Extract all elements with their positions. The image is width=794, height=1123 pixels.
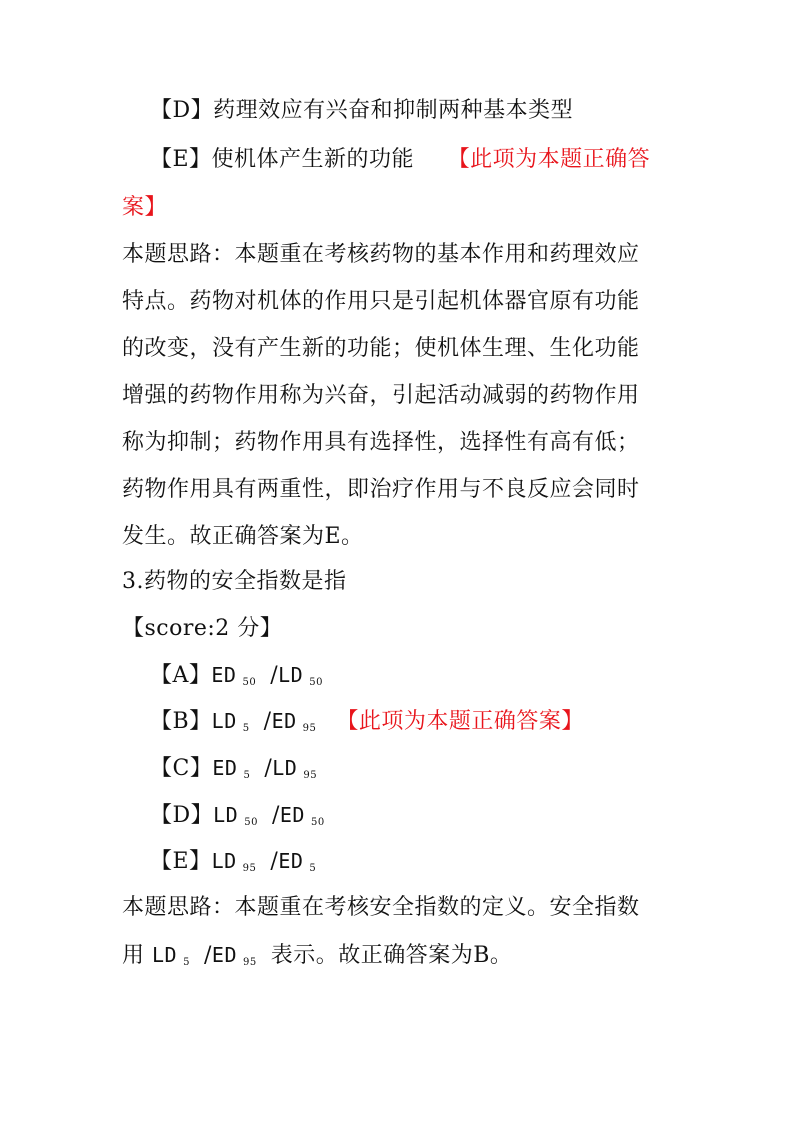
- q3-option-d: [150, 800, 339, 838]
- option-term-a: LD: [211, 849, 237, 873]
- option-term-b: LD: [272, 756, 298, 780]
- q3-correct-mark: 【此项为本题正确答案】: [336, 709, 584, 734]
- q3-option-b: [150, 706, 584, 744]
- option-separator: /: [263, 709, 272, 734]
- option-term-b: ED: [279, 803, 305, 827]
- option-term-b: ED: [271, 709, 297, 733]
- q2-explanation-line-5: 称为抑制；药物作用具有选择性，选择性有高有低；: [122, 430, 640, 455]
- q2-option-e: [150, 145, 650, 175]
- q3-option-e: [150, 846, 330, 884]
- option-separator: /: [270, 663, 279, 688]
- explanation-separator: /: [203, 943, 212, 968]
- option-label: 【A】: [150, 663, 212, 688]
- option-term-b-sub: 95: [302, 723, 317, 734]
- option-term-a-sub: 5: [243, 770, 251, 781]
- q3-option-a: [150, 660, 337, 698]
- q3-question: 3.药物的安全指数是指: [122, 569, 347, 594]
- option-term-a-sub: 50: [242, 677, 257, 688]
- option-term-b-sub: 50: [309, 677, 323, 688]
- q2-option-e-text: 【E】使机体产生新的功能: [150, 147, 415, 172]
- q3-explanation-line-1: 本题思路：本题重在考核安全指数的定义。安全指数: [122, 895, 640, 920]
- option-label: 【C】: [150, 756, 213, 781]
- option-label: 【E】: [150, 849, 212, 874]
- q3-explanation-line-2: [122, 940, 512, 978]
- explanation-suffix: 表示。故正确答案为B。: [270, 943, 513, 968]
- option-term-b: LD: [278, 663, 304, 687]
- q3-score: 【score:2 分】: [122, 616, 283, 641]
- option-term-a-sub: 95: [242, 863, 257, 874]
- q2-explanation-line-4: 增强的药物作用称为兴奋，引起活动减弱的药物作用: [122, 383, 640, 408]
- explanation-term-b-sub: 95: [243, 957, 257, 968]
- option-term-a-sub: 5: [242, 723, 250, 734]
- q2-correct-mark-continued: 案】: [122, 195, 168, 220]
- q2-explanation-line-6: 药物作用具有两重性，即治疗作用与不良反应会同时: [122, 477, 640, 502]
- option-term-a: ED: [211, 663, 237, 687]
- option-term-a: ED: [212, 756, 238, 780]
- option-term-b-sub: 95: [303, 770, 318, 781]
- explanation-term-a: LD: [152, 943, 178, 967]
- option-term-a-sub: 50: [244, 817, 258, 828]
- option-label: 【B】: [150, 709, 212, 734]
- q3-option-c: [150, 753, 331, 791]
- option-separator: /: [271, 803, 280, 828]
- q2-explanation-line-3: 的改变，没有产生新的功能；使机体生理、生化功能: [122, 336, 640, 361]
- option-term-b: ED: [278, 849, 304, 873]
- explanation-prefix: 用: [122, 943, 145, 968]
- q2-explanation-line-7: 发生。故正确答案为E。: [122, 524, 364, 549]
- explanation-term-a-sub: 5: [183, 957, 190, 968]
- option-separator: /: [264, 756, 273, 781]
- option-term-a: LD: [211, 709, 237, 733]
- q2-explanation-line-1: 本题思路：本题重在考核药物的基本作用和药理效应: [122, 242, 640, 267]
- option-label: 【D】: [150, 803, 214, 828]
- q2-correct-mark: 【此项为本题正确答: [447, 147, 651, 172]
- explanation-term-b: ED: [211, 943, 237, 967]
- q2-option-d: 【D】药理效应有兴奋和抑制两种基本类型: [150, 98, 574, 123]
- option-term-b-sub: 5: [309, 863, 317, 874]
- option-term-b-sub: 50: [310, 817, 325, 828]
- q2-explanation-line-2: 特点。药物对机体的作用只是引起机体器官原有功能: [122, 289, 640, 314]
- option-term-a: LD: [213, 803, 239, 827]
- option-separator: /: [270, 849, 279, 874]
